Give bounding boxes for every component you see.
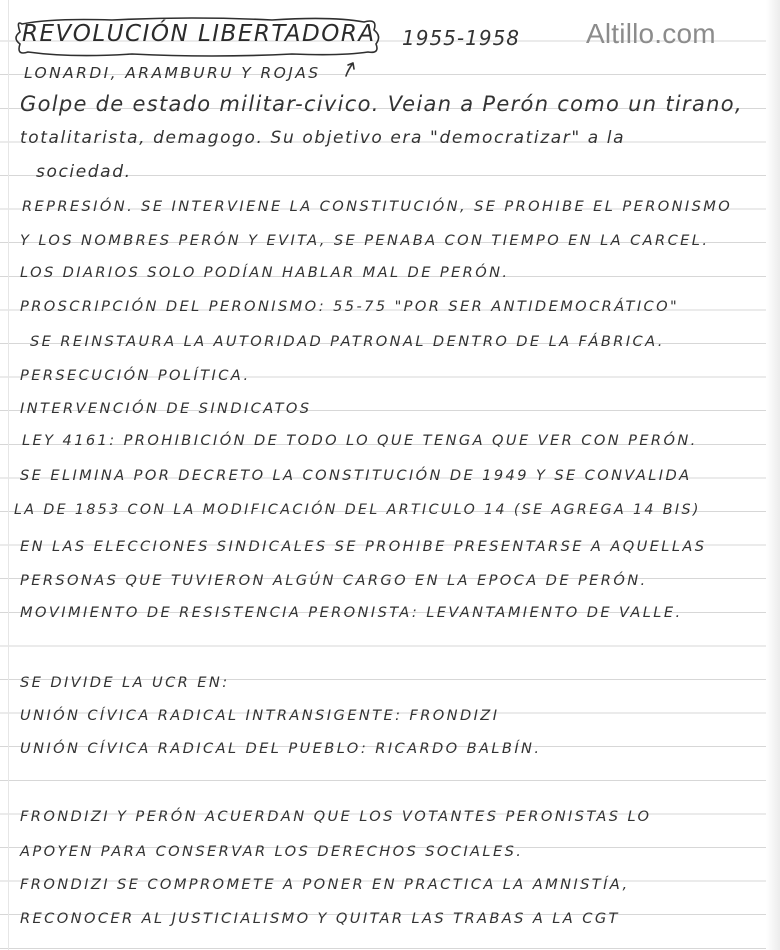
- text-line: RECONOCER AL JUSTICIALISMO Y QUITAR LAS TRABAS A LA CGT: [20, 910, 620, 927]
- text-line: REPRESIÓN. SE INTERVIENE LA CONSTITUCIÓN, SE PROHIBE EL PERONISMO: [22, 198, 733, 215]
- text-line: SE DIVIDE LA UCR EN:: [20, 674, 230, 691]
- text-line: sociedad.: [36, 162, 132, 182]
- text-line: SE ELIMINA POR DECRETO LA CONSTITUCIÓN DE 1949 Y SE CONVALIDA: [20, 467, 692, 484]
- text-line: FRONDIZI Y PERÓN ACUERDAN QUE LOS VOTANTES PERONISTAS LO: [20, 808, 652, 825]
- margin-line: [8, 0, 9, 950]
- text-line: PERSONAS QUE TUVIERON ALGÚN CARGO EN LA EPOCA DE PERÓN.: [20, 572, 648, 589]
- text-line: LOS DIARIOS SOLO PODÍAN HABLAR MAL DE PERÓN.: [20, 264, 510, 281]
- text-line: LA DE 1853 CON LA MODIFICACIÓN DEL ARTICULO 14 (SE AGREGA 14 BIS): [14, 502, 701, 518]
- text-line: MOVIMIENTO DE RESISTENCIA PERONISTA: LEVANTAMIENTO DE VALLE.: [20, 604, 683, 621]
- text-line: APOYEN PARA CONSERVAR LOS DERECHOS SOCIALES.: [20, 843, 524, 860]
- text-line: INTERVENCIÓN DE SINDICATOS: [20, 400, 312, 417]
- date-range: 1955-1958: [402, 26, 521, 50]
- text-line: UNIÓN CÍVICA RADICAL INTRANSIGENTE: FRONDIZI: [20, 707, 500, 724]
- text-line: PROSCRIPCIÓN DEL PERONISMO: 55-75 "POR SER ANTIDEMOCRÁTICO": [20, 298, 680, 315]
- text-line: PERSECUCIÓN POLÍTICA.: [20, 367, 251, 384]
- page-edge-shadow: [766, 0, 780, 950]
- text-line: UNIÓN CÍVICA RADICAL DEL PUEBLO: RICARDO BALBÍN.: [20, 740, 542, 757]
- text-line: LEY 4161: PROHIBICIÓN DE TODO LO QUE TENGA QUE VER CON PERÓN.: [22, 432, 698, 449]
- text-line: totalitarista, demagogo. Su objetivo era "democratizar" a la: [20, 128, 626, 148]
- text-line: Y LOS NOMBRES PERÓN Y EVITA, SE PENABA CON TIEMPO EN LA CARCEL.: [20, 232, 710, 249]
- text-line: Golpe de estado militar-civico. Veian a Perón como un tirano,: [20, 92, 743, 116]
- arrow-up-icon: [342, 60, 358, 78]
- text-line: EN LAS ELECCIONES SINDICALES SE PROHIBE PRESENTARSE A AQUELLAS: [20, 538, 707, 555]
- watermark-logo: Altillo.com: [586, 18, 716, 49]
- page-title: REVOLUCIÓN LIBERTADORA: [22, 21, 376, 47]
- text-line: LONARDI, ARAMBURU Y ROJAS: [24, 64, 321, 82]
- text-line: SE REINSTAURA LA AUTORIDAD PATRONAL DENTRO DE LA FÁBRICA.: [30, 333, 665, 350]
- text-line: FRONDIZI SE COMPROMETE A PONER EN PRACTICA LA AMNISTÍA,: [20, 876, 630, 893]
